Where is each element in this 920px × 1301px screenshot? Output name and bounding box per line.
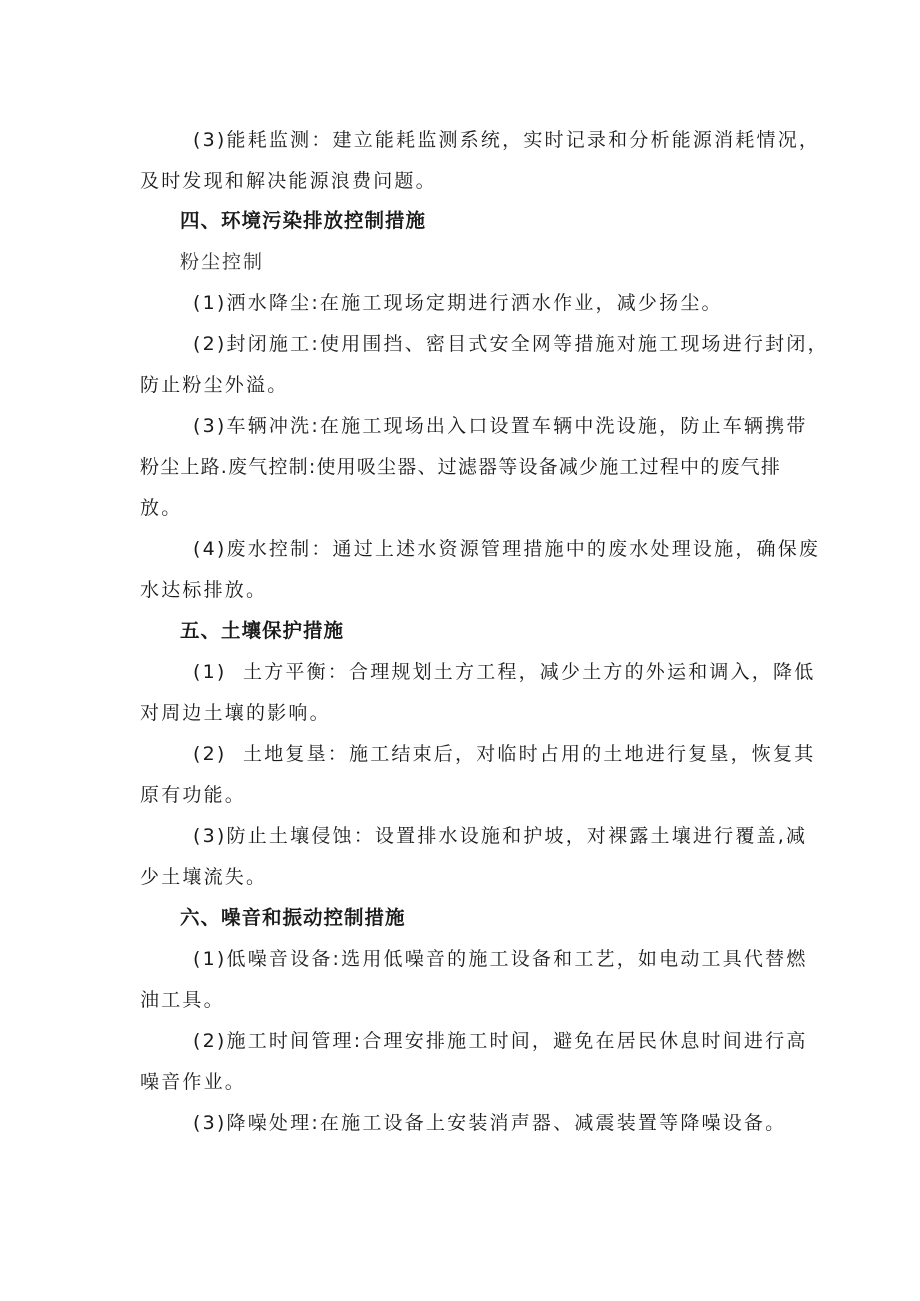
paragraph-low-noise-equipment-line-2: 油工具。 <box>140 989 225 1011</box>
paragraph-closed-construction-line-2: 防止粉尘外溢。 <box>140 374 289 396</box>
paragraph-land-reclamation-line-2: 原有功能。 <box>140 784 247 806</box>
paragraph-earthwork-balance-line-1: (1) 土方平衡：合理规划土方工程，减少土方的外运和调入，降低 <box>193 661 816 683</box>
paragraph-water-spray: (1)洒水降尘:在施工现场定期进行洒水作业，减少扬尘。 <box>193 292 723 314</box>
paragraph-construction-time-line-1: (2)施工时间管理:合理安排施工时间，避免在居民休息时间进行高 <box>193 1030 808 1052</box>
paragraph-noise-reduction: (3)降噪处理:在施工设备上安装消声器、减震装置等降噪设备。 <box>193 1112 787 1134</box>
paragraph-erosion-prevention-line-1: (3)防止土壤侵蚀：设置排水设施和护坡，对裸露土壤进行覆盖,减 <box>193 825 808 847</box>
paragraph-vehicle-washing-line-3: 放。 <box>140 497 183 519</box>
paragraph-energy-monitoring-line-2: 及时发现和解决能源浪费问题。 <box>140 170 437 192</box>
section-heading-noise-vibration: 六、噪音和振动控制措施 <box>180 906 406 929</box>
paragraph-wastewater-line-2: 水达标排放。 <box>140 579 268 601</box>
section-heading-pollution-control: 四、环境污染排放控制措施 <box>180 209 427 232</box>
paragraph-earthwork-balance-line-2: 对周边土壤的影响。 <box>140 702 331 724</box>
paragraph-vehicle-washing-line-1: (3)车辆冲洗:在施工现场出入口设置车辆中洗设施，防止车辆携带 <box>193 415 808 437</box>
paragraph-wastewater-line-1: (4)废水控制：通过上述水资源管理措施中的废水处理设施，确保废 <box>193 538 821 560</box>
paragraph-construction-time-line-2: 噪音作业。 <box>140 1071 247 1093</box>
paragraph-erosion-prevention-line-2: 少土壤流失。 <box>140 866 268 888</box>
paragraph-low-noise-equipment-line-1: (1)低噪音设备:选用低噪音的施工设备和工艺，如电动工具代替燃 <box>193 948 808 970</box>
subheading-dust-control: 粉尘控制 <box>180 251 265 273</box>
paragraph-land-reclamation-line-1: (2) 土地复垦：施工结束后，对临时占用的土地进行复垦，恢复其 <box>193 743 816 765</box>
section-heading-soil-protection: 五、土壤保护措施 <box>180 619 345 642</box>
paragraph-vehicle-washing-line-2: 粉尘上路.废气控制:使用吸尘器、过滤器等设备减少施工过程中的废气排 <box>140 456 782 478</box>
paragraph-energy-monitoring-line-1: (3)能耗监测：建立能耗监测系统，实时记录和分析能源消耗情况， <box>193 129 821 151</box>
paragraph-closed-construction-line-1: (2)封闭施工:使用围挡、密目式安全网等措施对施工现场进行封闭， <box>193 333 829 355</box>
